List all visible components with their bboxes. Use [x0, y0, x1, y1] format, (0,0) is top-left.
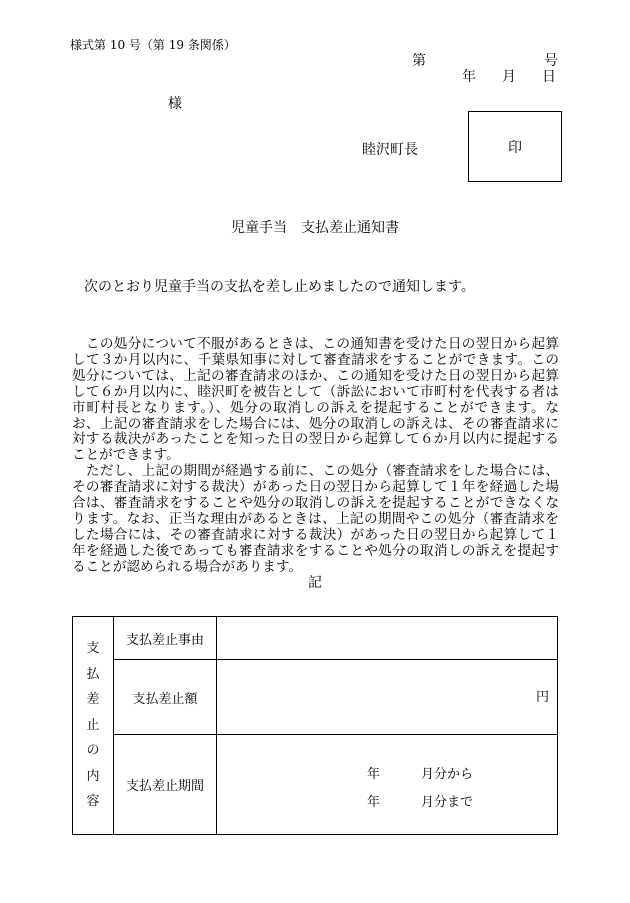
appeal-notice — [72, 337, 559, 576]
ki-heading: 記 — [308, 575, 322, 591]
date-month-label: 月 — [502, 69, 516, 85]
section-label-char: 止 — [86, 717, 100, 733]
period-to-year: 年 — [367, 795, 381, 810]
amount-label: 支払差止額 — [114, 660, 217, 735]
reason-value-field[interactable] — [217, 617, 558, 660]
document-title: 児童手当 支払差止通知書 — [231, 220, 399, 236]
amount-value-field[interactable] — [217, 660, 558, 735]
table-row-reason — [73, 617, 558, 660]
stoppage-details-table — [72, 616, 558, 835]
section-label-char: 払 — [86, 666, 100, 682]
table-row-period — [73, 735, 558, 835]
period-label: 支払差止期間 — [114, 735, 217, 835]
reason-label: 支払差止事由 — [114, 617, 217, 660]
appeal-notice-paragraph-1: この処分について不服があるときは、この通知書を受けた日の翌日から起算して３か月以内に、千葉県知事に対して審査請求をすることができます。この処分については、上記の審査請求のほか、この通知を受けた日の翌日から起算して６か月以内に、睦沢町を被告として（訴訟において市町村を代表する者は市町村長となります。）、処分の取消しの訴えを提起することができます。なお、上記の審査請求をした場合には、処分の取消しの訴えは、その審査請求に対する裁決があったことを知った日の翌日から起算して６か月以内に提起することができます。 — [72, 336, 559, 464]
period-from-year: 年 — [367, 767, 381, 782]
document-number-prefix: 第 — [412, 53, 426, 69]
section-label-char: 支 — [86, 641, 100, 657]
date-day-label: 日 — [542, 69, 556, 85]
form-number: 様式第 10 号（第 19 条関係） — [70, 38, 236, 52]
addressee-suffix: 様 — [168, 96, 182, 112]
section-label-char: の — [86, 743, 100, 759]
document-number-suffix: 号 — [544, 53, 558, 69]
section-label-char: 差 — [86, 692, 100, 708]
period-from — [367, 763, 473, 782]
issue-date — [462, 66, 556, 86]
period-to-month: 月分まで — [421, 795, 474, 810]
table-row-amount — [73, 660, 558, 735]
issuer-name: 睦沢町長 — [362, 142, 418, 158]
period-from-month: 月分から — [421, 767, 474, 782]
amount-unit: 円 — [535, 690, 549, 705]
seal-label: 印 — [508, 139, 522, 156]
lead-sentence: 次のとおり児童手当の支払を差し止めましたので通知します。 — [84, 279, 475, 295]
section-label-char: 容 — [86, 794, 100, 810]
period-to — [367, 791, 473, 810]
appeal-notice-paragraph-2: ただし、上記の期間が経過する前に、この処分（審査請求をした場合には、その審査請求に対する裁決）があった日の翌日から起算して１年を経過した場合は、審査請求をすることや処分の取消しの訴えを提起することができなくなります。なお、正当な理由があるときは、上記の期間やこの処分（審査請求をした場合には、その審査請求に対する裁決）があった日の翌日から起算して１年を経過した後であっても審査請求をすることや処分の取消しの訴えを提起することが認められる場合があります。 — [72, 463, 559, 575]
seal-box — [468, 111, 562, 182]
date-year-label: 年 — [462, 69, 476, 85]
period-value-field[interactable] — [217, 735, 558, 835]
section-label-char: 内 — [86, 768, 100, 784]
section-label — [73, 617, 114, 835]
